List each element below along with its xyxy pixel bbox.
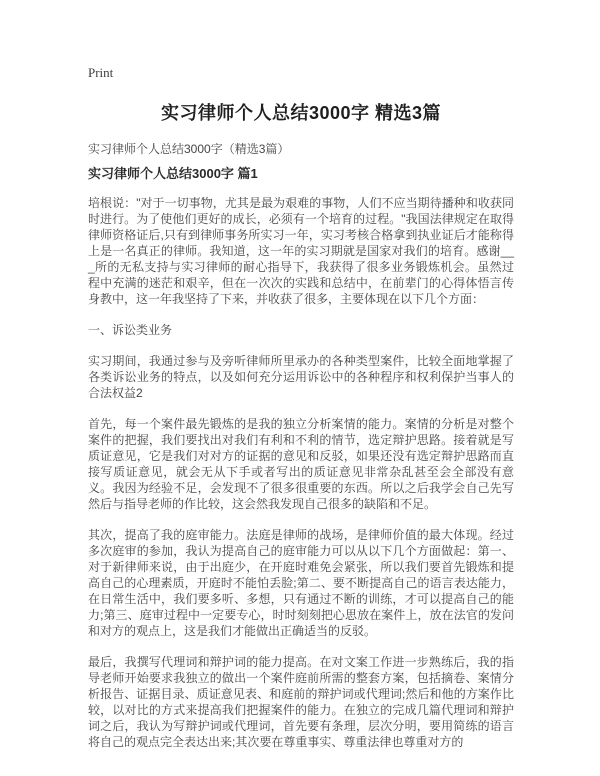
document-content bbox=[88, 0, 514, 750]
article-title: 实习律师个人总结3000字 篇1 bbox=[88, 166, 258, 181]
paragraph-intro: 培根说："对于一切事物，尤其是最为艰难的事物，人们不应当期待播种和收获同时进行。为了使他们更好的成长，必须有一个培育的过程。"我国法律规定在取得律师资格证后,只有到律师事务所实习一年，实习考核合格拿到执业证后才能称得上是一名真正的律师。我知道，这一年的实习期就是国家对我们的培育。感谢___所的无私支持与实习律师的耐心指导下，我获得了很多业务锻炼机会。虽然过程中充满的迷茫和艰辛，但在一次次的实践和总结中，在前辈门的心得体悟言传身教中，这一年我坚持了下来，并收获了很多，主要体现在以下几个方面： bbox=[88, 196, 514, 306]
print-link[interactable]: Print bbox=[88, 65, 114, 80]
paragraph-case-analysis: 首先，每一个案件最先锻炼的是我的独立分析案情的能力。案情的分析是对整个案件的把握，我们要找出对我们有利和不利的情节，选定辩护思路。接着就是写质证意见，它是我们对对方的证据的意见和反驳，如果还没有选定辩护思路而直接写质证意见，就会无从下手或者写出的质证意见非常杂乱甚至会全部没有意义。我因为经验不足，会发现不了很多很重要的东西。所以之后我学会自己先写然后与指导老师的作比较，这会然我发现自己很多的缺陷和不足。 bbox=[88, 417, 514, 511]
document-subtitle: 实习律师个人总结3000字（精选3篇） bbox=[88, 142, 290, 156]
paragraph-writing-skills: 最后，我撰写代理词和辩护词的能力提高。在对文案工作进一步熟练后，我的指导老师开始要求我独立的做出一个案件庭前所需的整套方案，包括摘卷、案情分析报告、证据目录、质证意见表、和庭前的辩护词或代理词;然后和他的方案作比较，以对比的方式来提高我们把握案件的能力。在独立的完成几篇代理词和辩护词之后，我认为写辩护词或代理词，首先要有条理，层次分明，要用简练的语言将自己的观点完全表达出来;其次要在尊重事实、尊重法律也尊重对方的 bbox=[88, 655, 514, 749]
paragraph-litigation-overview: 实习期间，我通过参与及旁听律师所里承办的各种类型案件，比较全面地掌握了各类诉讼业务的特点，以及如何充分运用诉讼中的各种程序和权利保护当事人的合法权益2 bbox=[88, 354, 514, 400]
paragraph-court-skills: 其次，提高了我的庭审能力。法庭是律师的战场，是律师价值的最大体现。经过多次庭审的参加，我认为提高自己的庭审能力可以从以下几个方面做起：第一、对于新律师来说，由于出庭少，在开庭时难免会紧张，所以我们要首先锻炼和提高自己的心理素质，开庭时不能怕丢脸;第二、要不断提高自己的语言表达能力，在日常生活中，我们要多听、多想，只有通过不断的训练，才可以提高自己的能力;第三、庭审过程中一定要专心，时时刻刻把心思放在案件上，放在法官的发问和对方的观点上，这是我们才能做出正确适当的反驳。 bbox=[88, 528, 514, 638]
page-title: 实习律师个人总结3000字 精选3篇 bbox=[160, 103, 442, 123]
section-heading-litigation: 一、诉讼类业务 bbox=[88, 323, 173, 337]
